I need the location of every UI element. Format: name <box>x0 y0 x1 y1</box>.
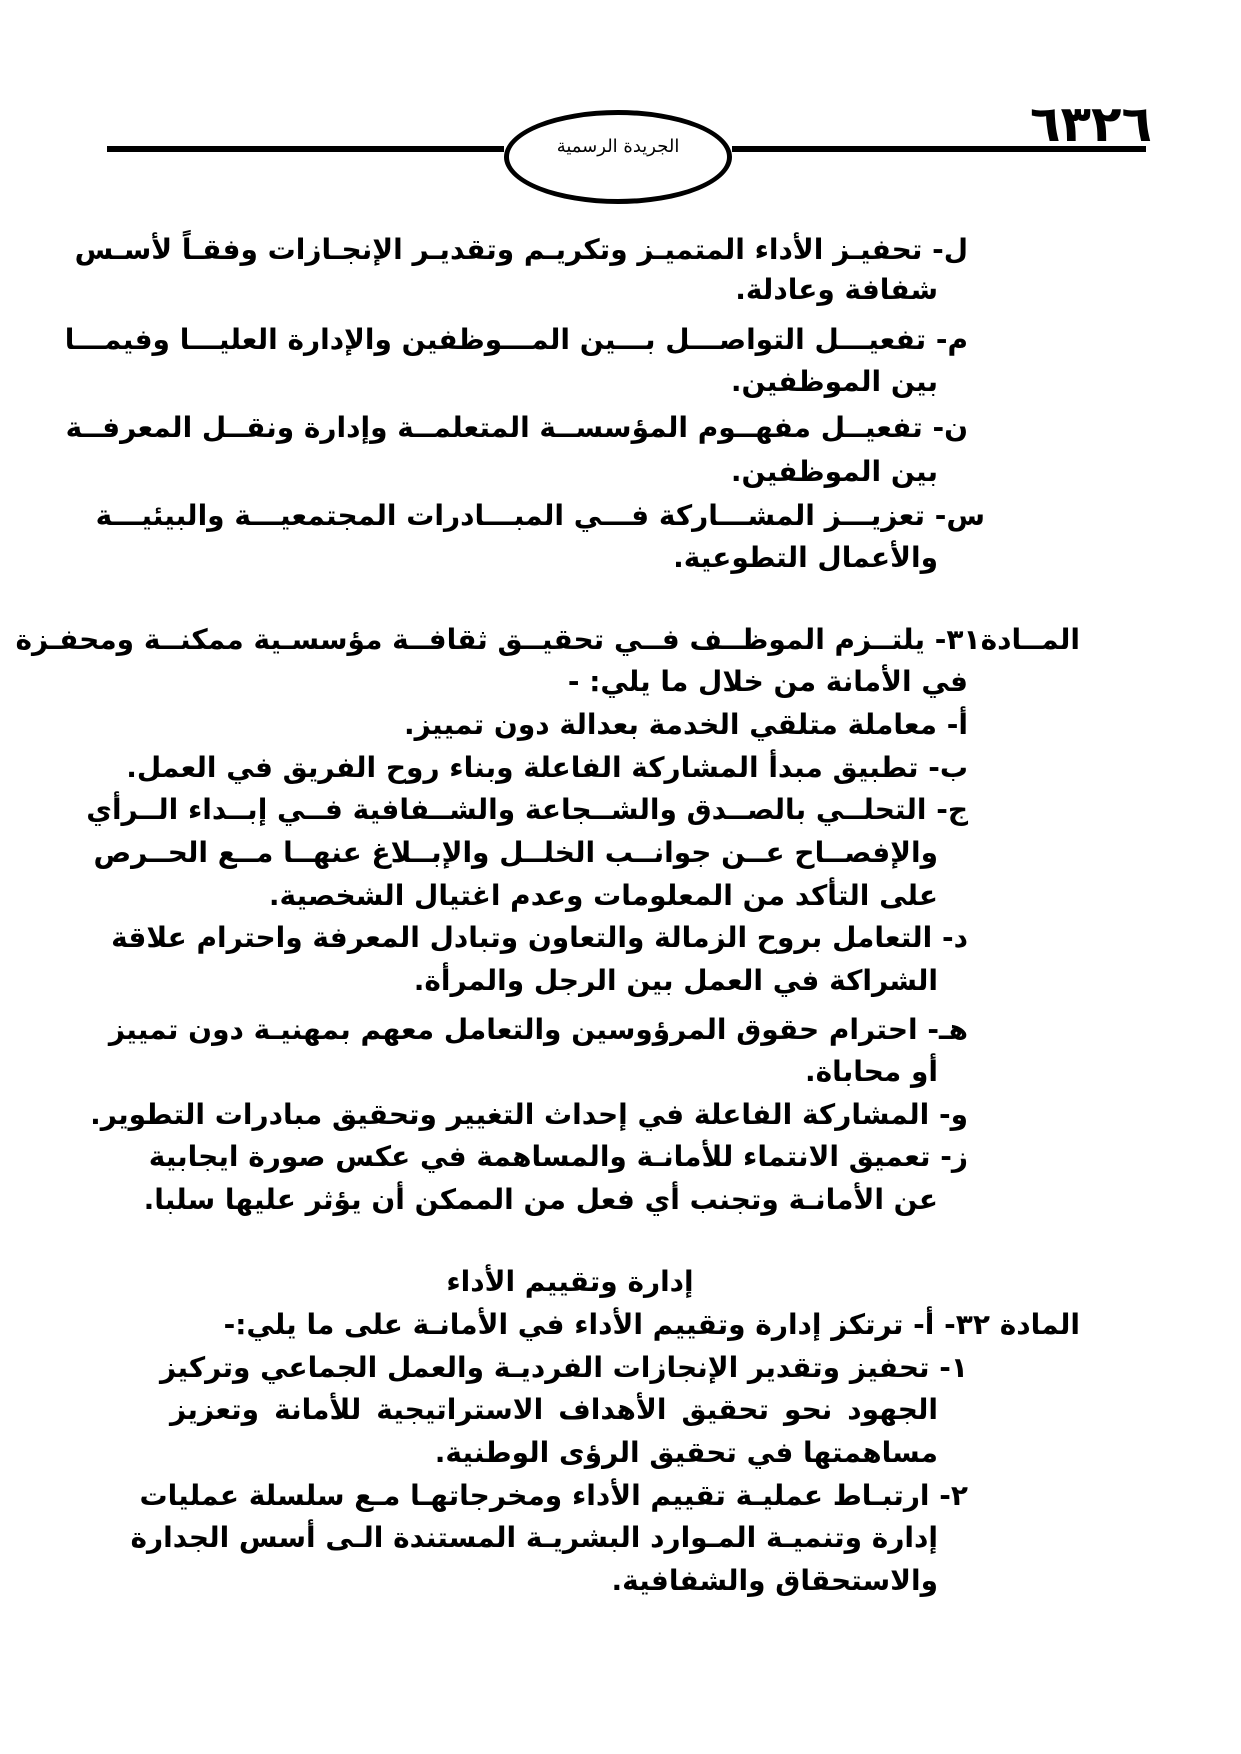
article-31-item-waw: و- المشاركة الفاعلة في إحداث التغيير وتحقيق مبادرات التطوير. <box>90 1098 968 1131</box>
article-32-intro: المادة ٣٢- أ- ترتكز إدارة وتقييم الأداء في الأمانـة على ما يلي:- <box>223 1308 1080 1341</box>
article-31-item-alef: أ- معاملة متلقي الخدمة بعدالة دون تمييز. <box>403 708 968 741</box>
article-31-item-jim-line-2: والإفصــاح عــن جوانــب الخلــل والإبــلاغ عنهــا مــع الحــرص <box>93 836 938 869</box>
article-31-intro-line-2: في الأمانة من خلال ما يلي: - <box>567 665 968 698</box>
page-header <box>0 0 1241 230</box>
article-31-item-ha-line-1: هـ- احترام حقوق المرؤوسين والتعامل معهم بمهنيـة دون تمييز <box>108 1013 968 1046</box>
page-number: ٦٣٢٦ <box>1030 95 1153 153</box>
clause-nun-line-2: بين الموظفين. <box>730 455 938 488</box>
article-31-intro-line-1: المــادة٣١- يلتــزم الموظــف فــي تحقيــق ثقافــة مؤسسـية ممكنــة ومحفـزة <box>15 623 1080 656</box>
clause-lam-line-1: ل- تحفيـز الأداء المتميـز وتكريـم وتقديـر الإنجـازات وفقـاً لأسـس <box>74 233 968 266</box>
article-31-item-ha-line-2: أو محاباة. <box>805 1055 938 1088</box>
clause-sin-line-2: والأعمال التطوعية. <box>673 541 938 574</box>
section-heading: إدارة وتقييم الأداء <box>446 1265 694 1298</box>
clause-mim-line-1: م- تفعيـــل التواصـــل بـــين المـــوظفين والإدارة العليـــا وفيمـــا <box>64 323 968 356</box>
clause-lam-line-2: شفافة وعادلة. <box>735 273 938 306</box>
gazette-title: الجريدة الرسمية <box>556 135 680 157</box>
article-32-item-1-line-3: مساهمتها في تحقيق الرؤى الوطنية. <box>434 1436 938 1469</box>
article-32-item-2-line-3: والاستحقاق والشفافية. <box>611 1564 938 1597</box>
article-31-item-zay-line-2: عن الأمانـة وتجنب أي فعل من الممكن أن يؤثر عليها سلبا. <box>143 1183 938 1216</box>
article-31-item-ba: ب- تطبيق مبدأ المشاركة الفاعلة وبناء روح الفريق في العمل. <box>126 751 968 784</box>
article-31-item-jim-line-1: ج- التحلــي بالصــدق والشــجاعة والشــفافية فــي إبــداء الــرأي <box>86 793 968 826</box>
article-31-item-dal-line-1: د- التعامل بروح الزمالة والتعاون وتبادل المعرفة واحترام علاقة <box>111 921 968 954</box>
clause-nun-line-1: ن- تفعيــل مفهــوم المؤسســة المتعلمــة وإدارة ونقــل المعرفــة <box>65 411 968 444</box>
header-rule-left <box>107 146 504 152</box>
article-32-item-1-line-1: ١- تحفيز وتقدير الإنجازات الفرديـة والعمل الجماعي وتركيز <box>159 1351 968 1384</box>
article-32-item-1-line-2: الجهود نحو تحقيق الأهداف الاستراتيجية للأمانة وتعزيز <box>170 1393 938 1426</box>
article-32-item-2-line-1: ٢- ارتبـاط عمليـة تقييم الأداء ومخرجاتهـا مـع سلسلة عمليات <box>139 1479 968 1512</box>
article-32-item-2-line-2: إدارة وتنميـة المـوارد البشريـة المستندة الـى أسس الجدارة <box>130 1521 938 1554</box>
article-31-item-dal-line-2: الشراكة في العمل بين الرجل والمرأة. <box>413 964 938 997</box>
gazette-title-oval <box>504 110 732 204</box>
clause-sin-line-1: س- تعزيـــز المشـــاركة فـــي المبـــادرات المجتمعيـــة والبيئيـــة <box>95 499 985 532</box>
clause-mim-line-2: بين الموظفين. <box>730 365 938 398</box>
article-31-item-zay-line-1: ز- تعميق الانتماء للأمانـة والمساهمة في عكس صورة ايجابية <box>148 1140 968 1173</box>
article-31-item-jim-line-3: على التأكد من المعلومات وعدم اغتيال الشخصية. <box>268 879 938 912</box>
